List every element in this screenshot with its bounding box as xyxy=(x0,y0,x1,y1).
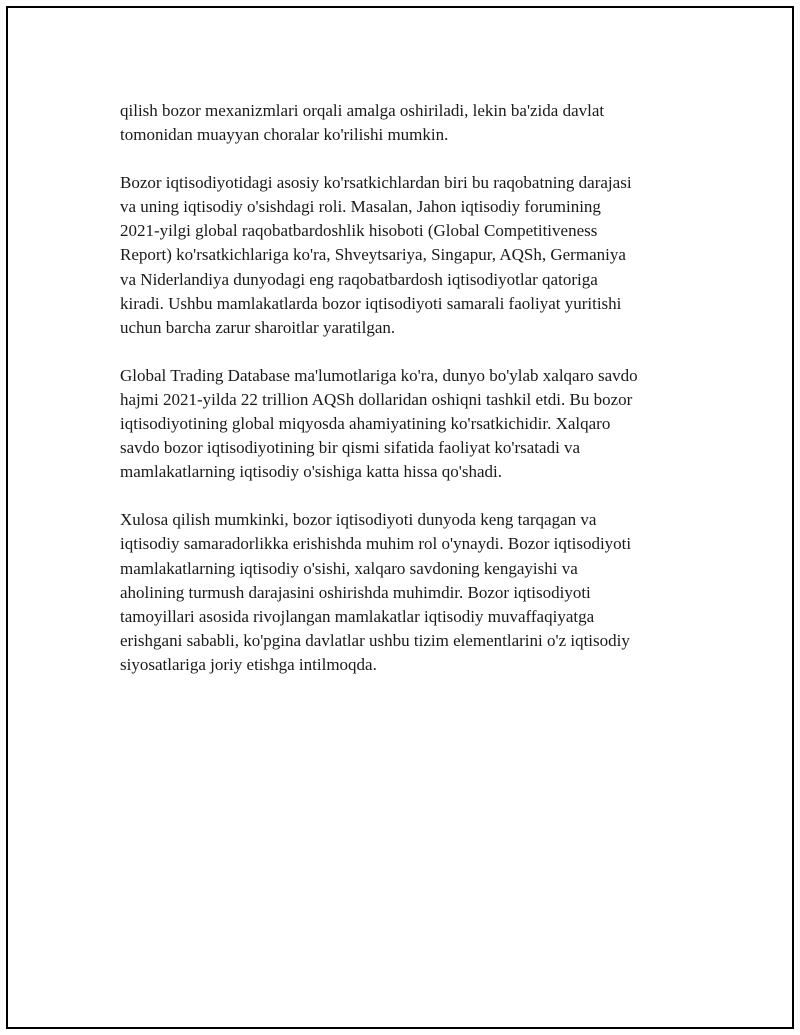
text-line: kiradi. Ushbu mamlakatlarda bozor iqtisodiyoti samarali faoliyat yuritishi xyxy=(120,293,622,313)
text-line: tamoyillari asosida rivojlangan mamlakatlar iqtisodiy muvaffaqiyatga xyxy=(120,606,595,626)
paragraph-2 xyxy=(120,171,710,340)
document-body xyxy=(120,99,710,701)
page-frame xyxy=(6,6,794,1029)
text-line: Global Trading Database ma'lumotlariga ko'ra, dunyo bo'ylab xalqaro savdo xyxy=(120,365,638,385)
paragraph-4 xyxy=(120,508,710,677)
text-line: va Niderlandiya dunyodagi eng raqobatbardosh iqtisodiyotlar qatoriga xyxy=(120,269,598,289)
text-line: Report) ko'rsatkichlariga ko'ra, Shveytsariya, Singapur, AQSh, Germaniya xyxy=(120,245,626,265)
text-line: savdo bozor iqtisodiyotining bir qismi sifatida faoliyat ko'rsatadi va xyxy=(120,438,581,458)
text-line: uchun barcha zarur sharoitlar yaratilgan. xyxy=(120,317,396,337)
text-line: 2021-yilgi global raqobatbardoshlik hisoboti (Global Competitiveness xyxy=(120,221,598,241)
text-line: erishgani sababli, ko'pgina davlatlar ushbu tizim elementlarini o'z iqtisodiy xyxy=(120,630,630,650)
text-line: Xulosa qilish mumkinki, bozor iqtisodiyoti dunyoda keng tarqagan va xyxy=(120,510,597,530)
text-line: siyosatlariga joriy etishga intilmoqda. xyxy=(120,654,377,674)
paragraph-3 xyxy=(120,364,710,484)
text-line: iqtisodiyotining global miqyosda ahamiyatining ko'rsatkichidir. Xalqaro xyxy=(120,414,611,434)
text-line: mamlakatlarning iqtisodiy o'sishi, xalqaro savdoning kengayishi va xyxy=(120,558,578,578)
text-line: mamlakatlarning iqtisodiy o'sishiga katta hissa qo'shadi. xyxy=(120,462,502,482)
text-line: aholining turmush darajasini oshirishda muhimdir. Bozor iqtisodiyoti xyxy=(120,582,591,602)
text-line: qilish bozor mexanizmlari orqali amalga oshiriladi, lekin ba'zida davlat xyxy=(120,101,605,120)
text-line: hajmi 2021-yilda 22 trillion AQSh dollaridan oshiqni tashkil etdi. Bu bozor xyxy=(120,389,633,409)
text-line: Bozor iqtisodiyotidagi asosiy ko'rsatkichlardan biri bu raqobatning darajasi xyxy=(120,173,632,193)
text-line: iqtisodiy samaradorlikka erishishda muhim rol o'ynaydi. Bozor iqtisodiyoti xyxy=(120,534,632,554)
text-line: tomonidan muayyan choralar ko'rilishi mumkin. xyxy=(120,125,449,145)
text-line: va uning iqtisodiy o'sishdagi roli. Masalan, Jahon iqtisodiy forumining xyxy=(120,197,601,217)
paragraph-1 xyxy=(120,99,710,147)
